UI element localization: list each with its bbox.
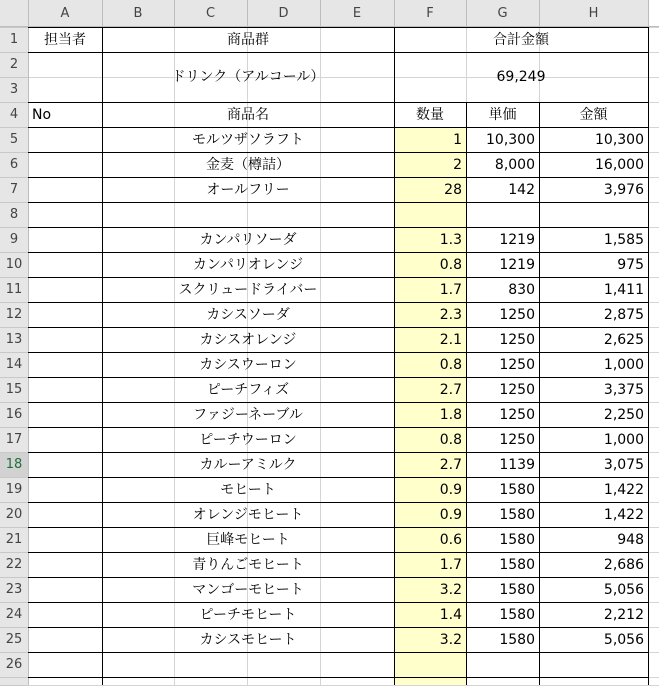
column-separator <box>174 0 175 27</box>
cell-unit-price[interactable]: 1250 <box>499 381 535 398</box>
cell-no[interactable] <box>28 427 102 452</box>
cell-amount[interactable]: 2,875 <box>603 306 644 323</box>
cell-item-name[interactable]: カンパリソーダ <box>199 231 297 248</box>
row-separator <box>0 452 28 453</box>
row-header-26[interactable]: 26 <box>0 652 28 677</box>
cell-amount[interactable]: 1,411 <box>603 281 644 298</box>
row-separator <box>0 677 28 678</box>
row-separator <box>0 202 28 203</box>
cell-amount[interactable]: 1,585 <box>603 231 644 248</box>
total-amount-header: 合計金額 <box>493 31 549 48</box>
cell-item-name[interactable]: 青りんごモヒート <box>192 556 304 573</box>
row-header-4[interactable]: 4 <box>0 102 28 127</box>
cell-item-name[interactable]: ピーチウーロン <box>199 431 297 448</box>
column-header-B[interactable]: B <box>102 0 174 27</box>
cell-quantity[interactable]: 2.3 <box>439 306 462 323</box>
row-header-5[interactable]: 5 <box>0 127 28 152</box>
cell-amount[interactable]: 1,000 <box>603 431 644 448</box>
no-header: No <box>32 106 52 123</box>
row-header-6[interactable]: 6 <box>0 152 28 177</box>
column-separator <box>247 0 248 27</box>
cell-unit-price[interactable]: 1580 <box>499 506 535 523</box>
row-separator <box>0 102 28 103</box>
cell-amount[interactable]: 948 <box>617 531 644 548</box>
cell-unit-price[interactable]: 1139 <box>499 456 535 473</box>
cell-item-name[interactable]: モヒート <box>220 481 276 498</box>
cell-no[interactable] <box>28 552 102 577</box>
cell-item-name[interactable]: カシスモヒート <box>199 631 297 648</box>
row-header-16[interactable]: 16 <box>0 402 28 427</box>
cell-item-name[interactable]: ピーチモヒート <box>199 606 297 623</box>
border-v <box>648 27 649 685</box>
cell-unit-price[interactable] <box>466 202 539 227</box>
cell-no[interactable] <box>28 502 102 527</box>
cell-item-name[interactable]: カシスソーダ <box>206 306 290 323</box>
column-header-D[interactable]: D <box>247 0 320 27</box>
cell-no[interactable] <box>28 402 102 427</box>
cell-no[interactable] <box>28 577 102 602</box>
row-separator <box>0 502 28 503</box>
border-h <box>28 677 649 678</box>
cell-amount[interactable]: 5,056 <box>603 631 644 648</box>
row-header-13[interactable]: 13 <box>0 327 28 352</box>
row-separator <box>0 602 28 603</box>
cell-item-name[interactable]: ファジーネーブル <box>193 406 303 423</box>
cell-unit-price[interactable]: 1250 <box>499 331 535 348</box>
cell-quantity[interactable]: 1 <box>453 131 462 148</box>
cell-item-name[interactable]: カシスオレンジ <box>199 331 297 348</box>
cell-unit-price[interactable]: 1219 <box>499 231 535 248</box>
cell-amount[interactable]: 2,686 <box>603 556 644 573</box>
cell-no[interactable] <box>28 302 102 327</box>
row-header-9[interactable]: 9 <box>0 227 28 252</box>
border-h <box>28 52 102 53</box>
row-header-14[interactable]: 14 <box>0 352 28 377</box>
column-separator <box>648 0 649 27</box>
cell-item-name[interactable]: カシスウーロン <box>199 356 297 373</box>
column-separator <box>320 0 321 27</box>
row-header-10[interactable]: 10 <box>0 252 28 277</box>
cell-quantity[interactable] <box>394 202 466 227</box>
cell-quantity[interactable]: 1.3 <box>439 231 462 248</box>
row-header-17[interactable]: 17 <box>0 427 28 452</box>
row-header-18-selected[interactable]: 18 <box>0 452 28 477</box>
cell-item-name[interactable]: スクリュードライバー <box>178 281 318 298</box>
cell-quantity[interactable]: 0.8 <box>439 431 462 448</box>
row-separator <box>0 127 28 128</box>
cell-quantity[interactable]: 1.7 <box>439 281 462 298</box>
cell-quantity[interactable]: 2.1 <box>439 331 462 348</box>
cell-no[interactable] <box>28 277 102 302</box>
cell-quantity[interactable]: 0.6 <box>439 531 462 548</box>
cell-quantity[interactable]: 2.7 <box>439 381 462 398</box>
cell-unit-price[interactable]: 830 <box>508 281 535 298</box>
cell-unit-price[interactable]: 1580 <box>499 631 535 648</box>
cell-no[interactable] <box>28 177 102 202</box>
cell-no[interactable] <box>28 527 102 552</box>
row-separator <box>0 402 28 403</box>
cell-quantity[interactable]: 1.8 <box>439 406 462 423</box>
cell-no[interactable] <box>28 627 102 652</box>
select-all-corner[interactable] <box>0 0 28 27</box>
row-header-20[interactable]: 20 <box>0 502 28 527</box>
cell-item-name[interactable]: モルツザソラフト <box>192 131 304 148</box>
cell-amount[interactable]: 2,250 <box>603 406 644 423</box>
row-separator <box>0 627 28 628</box>
cell-no[interactable] <box>28 152 102 177</box>
row-separator <box>0 377 28 378</box>
row-header-19[interactable]: 19 <box>0 477 28 502</box>
cell-amount[interactable]: 5,056 <box>603 581 644 598</box>
cell-quantity[interactable]: 1.7 <box>439 556 462 573</box>
column-separator <box>394 0 395 27</box>
cell-unit-price[interactable]: 1580 <box>499 606 535 623</box>
cell-amount[interactable]: 3,375 <box>603 381 644 398</box>
cell-unit-price[interactable]: 10,300 <box>486 131 535 148</box>
cell-quantity[interactable]: 3.2 <box>439 581 462 598</box>
row-separator <box>0 327 28 328</box>
row-header-7[interactable]: 7 <box>0 177 28 202</box>
row-header-24[interactable]: 24 <box>0 602 28 627</box>
row-separator <box>0 477 28 478</box>
cell-unit-price[interactable]: 1580 <box>499 531 535 548</box>
cell-unit-price[interactable]: 142 <box>508 181 535 198</box>
cell-quantity[interactable]: 28 <box>444 181 462 198</box>
column-separator <box>539 0 540 27</box>
row-header-23[interactable]: 23 <box>0 577 28 602</box>
row-separator <box>0 277 28 278</box>
cell-amount[interactable]: 975 <box>617 256 644 273</box>
cell-unit-price[interactable]: 1580 <box>499 581 535 598</box>
cell-unit-price[interactable]: 1580 <box>499 556 535 573</box>
cell-quantity[interactable]: 0.9 <box>439 481 462 498</box>
border-h <box>28 652 649 653</box>
row-separator <box>0 652 28 653</box>
column-separator <box>102 0 103 27</box>
row-separator <box>0 177 28 178</box>
cell-amount[interactable]: 1,422 <box>603 481 644 498</box>
column-header-G[interactable]: G <box>466 0 539 27</box>
product-group-value[interactable]: ドリンク（アルコール） <box>171 69 325 85</box>
column-header-A[interactable]: A <box>28 0 102 27</box>
cell-quantity[interactable]: 0.8 <box>439 256 462 273</box>
row-separator <box>0 302 28 303</box>
column-header-H[interactable]: H <box>539 0 648 27</box>
cell-amount[interactable]: 3,976 <box>603 181 644 198</box>
assignee-header: 担当者 <box>44 31 86 48</box>
row-separator <box>0 527 28 528</box>
cell-no[interactable] <box>28 127 102 152</box>
cell-quantity[interactable]: 2 <box>453 156 462 173</box>
item-name-header: 商品名 <box>227 106 269 123</box>
row-header-15[interactable]: 15 <box>0 377 28 402</box>
row-header-21[interactable]: 21 <box>0 527 28 552</box>
row-header-8[interactable]: 8 <box>0 202 28 227</box>
cell-quantity[interactable]: 3.2 <box>439 631 462 648</box>
cell-amount[interactable]: 1,422 <box>603 506 644 523</box>
cell-unit-price[interactable]: 1250 <box>499 306 535 323</box>
cell-unit-price[interactable]: 1580 <box>499 481 535 498</box>
cell-no[interactable] <box>28 202 102 227</box>
cell-item-name[interactable] <box>102 202 394 227</box>
cell-amount[interactable]: 2,212 <box>603 606 644 623</box>
cell-no[interactable] <box>28 477 102 502</box>
cell-unit-price[interactable]: 1250 <box>499 406 535 423</box>
row-separator <box>0 152 28 153</box>
row-header-1[interactable]: 1 <box>0 27 28 52</box>
cell-quantity[interactable]: 2.7 <box>439 456 462 473</box>
quantity-header: 数量 <box>416 106 444 123</box>
cell-no[interactable] <box>28 327 102 352</box>
column-header-F[interactable]: F <box>394 0 466 27</box>
cell-no[interactable] <box>28 452 102 477</box>
row-separator <box>0 227 28 228</box>
cell-amount[interactable]: 1,000 <box>603 356 644 373</box>
cell-item-name[interactable]: オレンジモヒート <box>192 506 304 523</box>
column-header-C[interactable]: C <box>174 0 247 27</box>
cell-amount[interactable]: 3,075 <box>603 456 644 473</box>
cell-no[interactable] <box>28 227 102 252</box>
product-group-header: 商品群 <box>227 31 269 48</box>
row-header-25[interactable]: 25 <box>0 627 28 652</box>
cell-unit-price[interactable]: 1250 <box>499 356 535 373</box>
cell-amount[interactable]: 2,625 <box>603 331 644 348</box>
cell-amount[interactable] <box>539 202 648 227</box>
cell-item-name[interactable]: マンゴーモヒート <box>192 581 304 598</box>
row-header-11[interactable]: 11 <box>0 277 28 302</box>
cell-unit-price[interactable]: 1250 <box>499 431 535 448</box>
cell-no[interactable] <box>28 252 102 277</box>
cell-quantity[interactable]: 0.9 <box>439 506 462 523</box>
unit-price-header: 単価 <box>488 106 517 123</box>
row-header-12[interactable]: 12 <box>0 302 28 327</box>
row-header-27[interactable] <box>0 677 28 685</box>
column-separator <box>466 0 467 27</box>
row-separator <box>0 427 28 428</box>
row-separator <box>0 52 28 53</box>
row-header-22[interactable]: 22 <box>0 552 28 577</box>
row-header-3[interactable]: 3 <box>0 77 28 102</box>
column-header-E[interactable]: E <box>320 0 394 27</box>
cell-unit-price[interactable]: 8,000 <box>494 156 535 173</box>
cell-quantity[interactable]: 0.8 <box>439 356 462 373</box>
cell-item-name[interactable]: ピーチフィズ <box>206 381 290 398</box>
row-separator <box>0 352 28 353</box>
cell-item-name[interactable]: カンパリオレンジ <box>192 256 304 273</box>
cell-amount[interactable]: 16,000 <box>595 156 644 173</box>
cell-no[interactable] <box>28 352 102 377</box>
row-separator <box>0 27 28 28</box>
cell-item-name[interactable]: 巨峰モヒート <box>206 531 290 548</box>
cell-item-name[interactable]: オールフリー <box>206 181 290 198</box>
cell-item-name[interactable]: カルーアミルク <box>199 456 297 473</box>
cell-quantity[interactable]: 1.4 <box>439 606 462 623</box>
row-separator <box>0 252 28 253</box>
row-separator <box>0 552 28 553</box>
cell-no[interactable] <box>28 377 102 402</box>
cell-item-name[interactable]: 金麦（樽詰） <box>206 156 290 173</box>
total-amount-value[interactable]: 69,249 <box>496 69 546 85</box>
row-header-2[interactable]: 2 <box>0 52 28 77</box>
cell-unit-price[interactable]: 1219 <box>499 256 535 273</box>
row-separator <box>0 577 28 578</box>
amount-header: 金額 <box>579 106 608 123</box>
cell-no[interactable] <box>28 602 102 627</box>
row-separator <box>0 77 28 78</box>
cell-amount[interactable]: 10,300 <box>595 131 644 148</box>
